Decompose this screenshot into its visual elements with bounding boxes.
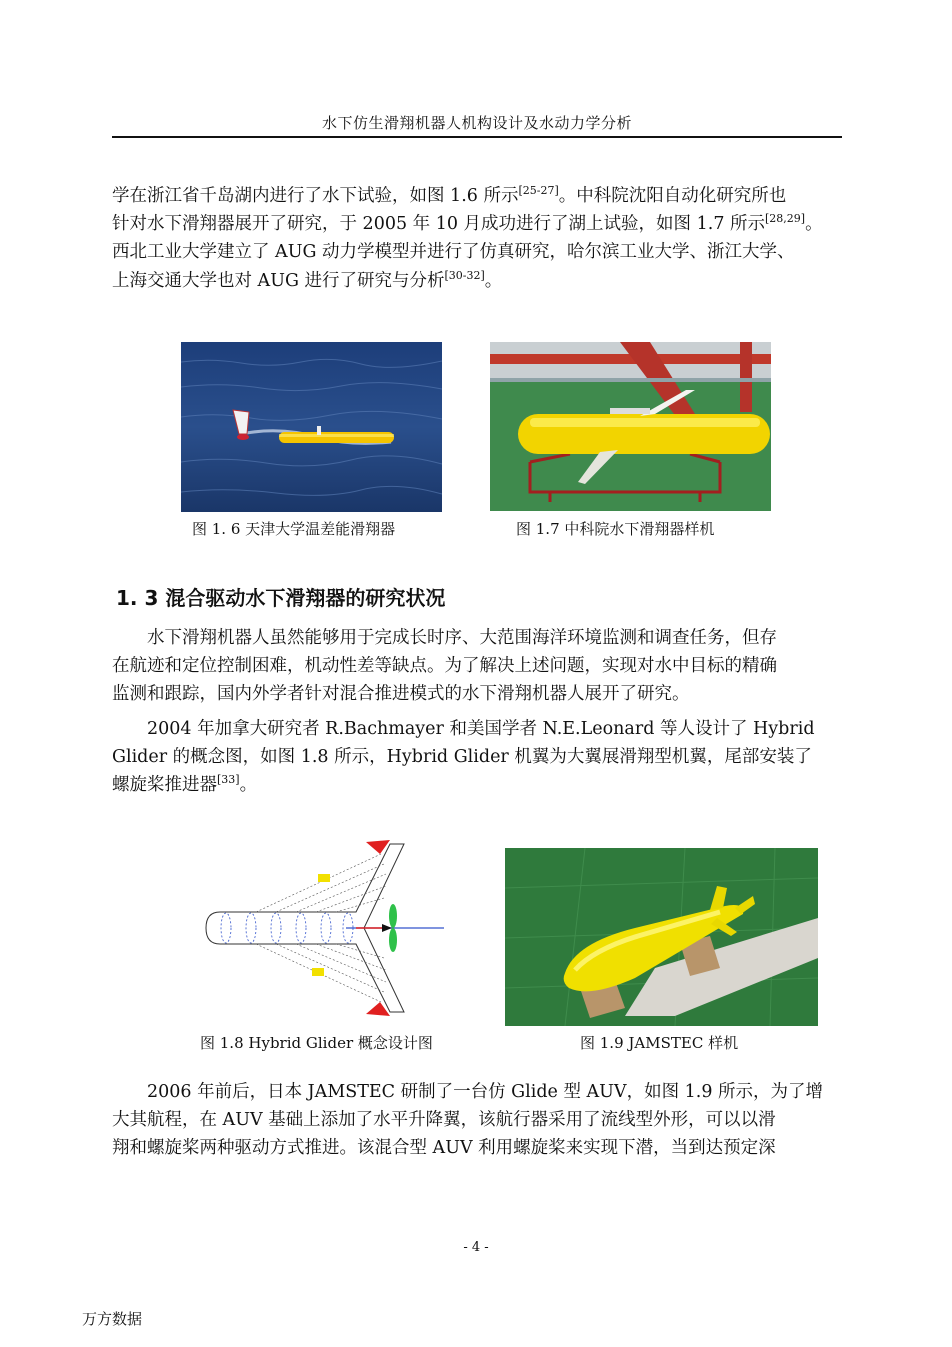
header-rule [112, 136, 842, 138]
section-heading: 1. 3 混合驱动水下滑翔器的研究状况 [116, 586, 446, 610]
figure-1-6-image [181, 342, 442, 512]
paragraph-3 [112, 715, 842, 800]
citation[interactable]: [30-32] [444, 268, 485, 282]
figure-1-9-image [505, 848, 818, 1026]
text-line: 针对水下滑翔器展开了研究，于 2005 年 10 月成功进行了湖上试验，如图 1.7 所示[28,29]。 [112, 212, 823, 235]
figure-1-8-caption: 图 1.8 Hybrid Glider 概念设计图 [200, 1034, 433, 1052]
paragraph-2 [112, 624, 842, 709]
figure-1-7-caption: 图 1.7 中科院水下滑翔器样机 [516, 520, 715, 538]
paragraph-1 [112, 182, 842, 295]
text-line: 监测和跟踪，国内外学者针对混合推进模式的水下滑翔机器人展开了研究。 [112, 684, 690, 705]
figure-1-7-image [490, 342, 771, 511]
citation[interactable]: [33] [217, 773, 240, 787]
figure-1-8-image [196, 838, 446, 1020]
text-line: 翔和螺旋桨两种驱动方式推进。该混合型 AUV 利用螺旋桨来实现下潜，当到达预定深 [112, 1138, 776, 1159]
paragraph-4 [112, 1078, 842, 1163]
text-line: 2006 年前后，日本 JAMSTEC 研制了一台仿 Glide 型 AUV，如图 1.9 所示，为了增 [147, 1082, 824, 1102]
text-line: 在航迹和定位控制困难，机动性差等缺点。为了解决上述问题，实现对水中目标的精确 [112, 656, 777, 677]
text-line: Glider 的概念图，如图 1.8 所示，Hybrid Glider 机翼为大翼展滑翔型机翼，尾部安装了 [112, 747, 812, 768]
citation[interactable]: [28,29] [765, 212, 806, 226]
text-line: 2004 年加拿大研究者 R.Bachmayer 和美国学者 N.E.Leonard 等人设计了 Hybrid [147, 719, 815, 739]
text-line: 西北工业大学建立了 AUG 动力学模型并进行了仿真研究，哈尔滨工业大学、浙江大学、 [112, 242, 795, 263]
page-number: - 4 - [463, 1240, 489, 1255]
running-header: 水下仿生滑翔机器人机构设计及水动力学分析 [321, 114, 632, 132]
figure-1-6-caption: 图 1. 6 天津大学温差能滑翔器 [192, 520, 396, 538]
citation[interactable]: [25-27] [518, 184, 559, 198]
figure-1-9-caption: 图 1.9 JAMSTEC 样机 [580, 1034, 739, 1052]
text-line: 大其航程，在 AUV 基础上添加了水平升降翼，该航行器采用了流线型外形，可以以滑 [112, 1110, 776, 1131]
text-line: 螺旋桨推进器[33]。 [112, 773, 258, 796]
footer-source: 万方数据 [82, 1310, 143, 1328]
text-line: 学在浙江省千岛湖内进行了水下试验，如图 1.6 所示[25-27]。中科院沈阳自动化研究所也 [112, 184, 787, 206]
text-line: 水下滑翔机器人虽然能够用于完成长时序、大范围海洋环境监测和调查任务，但存 [147, 628, 777, 648]
text-line: 上海交通大学也对 AUG 进行了研究与分析[30-32]。 [112, 268, 503, 291]
